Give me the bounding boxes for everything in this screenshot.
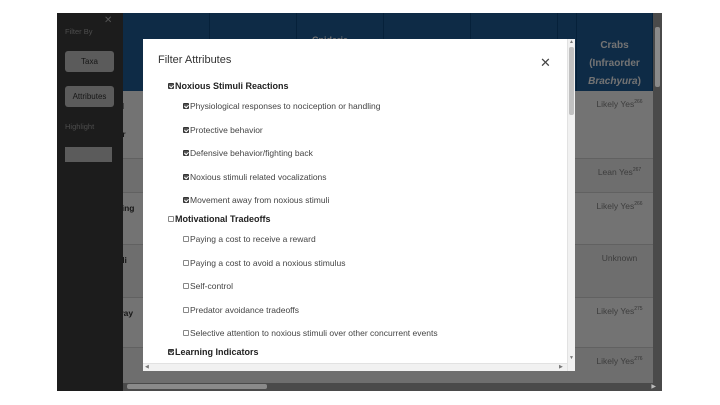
attribute-list — [143, 75, 567, 363]
group-label: Noxious Stimuli Reactions — [175, 81, 289, 91]
filter-attributes-dialog — [143, 39, 575, 371]
attribute-group[interactable] — [168, 214, 271, 224]
option-label: Movement away from noxious stimuli — [190, 195, 330, 206]
option-label: Selective attention to noxious stimuli over other concurrent events — [190, 328, 438, 339]
option-checkbox[interactable] — [183, 174, 189, 180]
group-label: Motivational Tradeoffs — [175, 214, 271, 224]
attribute-option[interactable] — [183, 258, 345, 268]
attribute-group[interactable] — [168, 81, 289, 91]
option-checkbox[interactable] — [183, 283, 189, 289]
attribute-option[interactable] — [183, 234, 316, 244]
scrollbar-thumb[interactable] — [655, 27, 660, 87]
attribute-option[interactable] — [183, 328, 438, 338]
close-icon[interactable]: ✕ — [540, 55, 551, 70]
page-vertical-scrollbar[interactable] — [653, 13, 662, 383]
option-label: Physiological responses to nociception or handling — [190, 101, 381, 111]
option-label: Paying a cost to avoid a noxious stimulus — [190, 257, 346, 268]
dialog-title: Filter Attributes — [158, 54, 232, 66]
attribute-option[interactable] — [183, 195, 329, 205]
option-label: Paying a cost to receive a reward — [190, 234, 316, 244]
scroll-right-arrow-icon[interactable]: ▶ — [651, 384, 656, 390]
option-checkbox[interactable] — [183, 150, 189, 156]
attribute-option[interactable] — [183, 125, 263, 135]
group-checkbox[interactable] — [168, 216, 174, 222]
dialog-horizontal-scrollbar[interactable] — [143, 363, 567, 371]
option-label: Protective behavior — [190, 124, 263, 135]
attribute-option[interactable] — [183, 305, 299, 315]
page-horizontal-scrollbar[interactable] — [123, 383, 662, 391]
group-checkbox[interactable] — [168, 83, 174, 89]
option-checkbox[interactable] — [183, 103, 189, 109]
attribute-option[interactable] — [183, 172, 327, 182]
group-checkbox[interactable] — [168, 349, 174, 355]
group-label: Learning Indicators — [175, 347, 259, 357]
scrollbar-thumb[interactable] — [569, 47, 574, 115]
option-label: Defensive behavior/fighting back — [190, 148, 313, 159]
scroll-left-arrow-icon[interactable]: ◀ — [145, 364, 149, 370]
dialog-vertical-scrollbar[interactable] — [567, 39, 575, 371]
option-label: Self-control — [190, 281, 233, 292]
option-label: Noxious stimuli related vocalizations — [190, 171, 327, 182]
option-checkbox[interactable] — [183, 260, 189, 266]
attribute-option[interactable] — [183, 101, 380, 111]
attribute-group[interactable] — [168, 347, 259, 357]
option-checkbox[interactable] — [183, 330, 189, 336]
option-checkbox[interactable] — [183, 236, 189, 242]
scrollbar-thumb[interactable] — [127, 384, 267, 389]
option-label: Predator avoidance tradeoffs — [190, 304, 299, 315]
option-checkbox[interactable] — [183, 197, 189, 203]
option-checkbox[interactable] — [183, 307, 189, 313]
scroll-down-arrow-icon[interactable]: ▼ — [569, 355, 574, 361]
scroll-up-arrow-icon[interactable]: ▲ — [569, 39, 574, 45]
scroll-right-arrow-icon[interactable]: ▶ — [559, 364, 563, 370]
attribute-option[interactable] — [183, 281, 233, 291]
option-checkbox[interactable] — [183, 127, 189, 133]
attribute-option[interactable] — [183, 148, 313, 158]
